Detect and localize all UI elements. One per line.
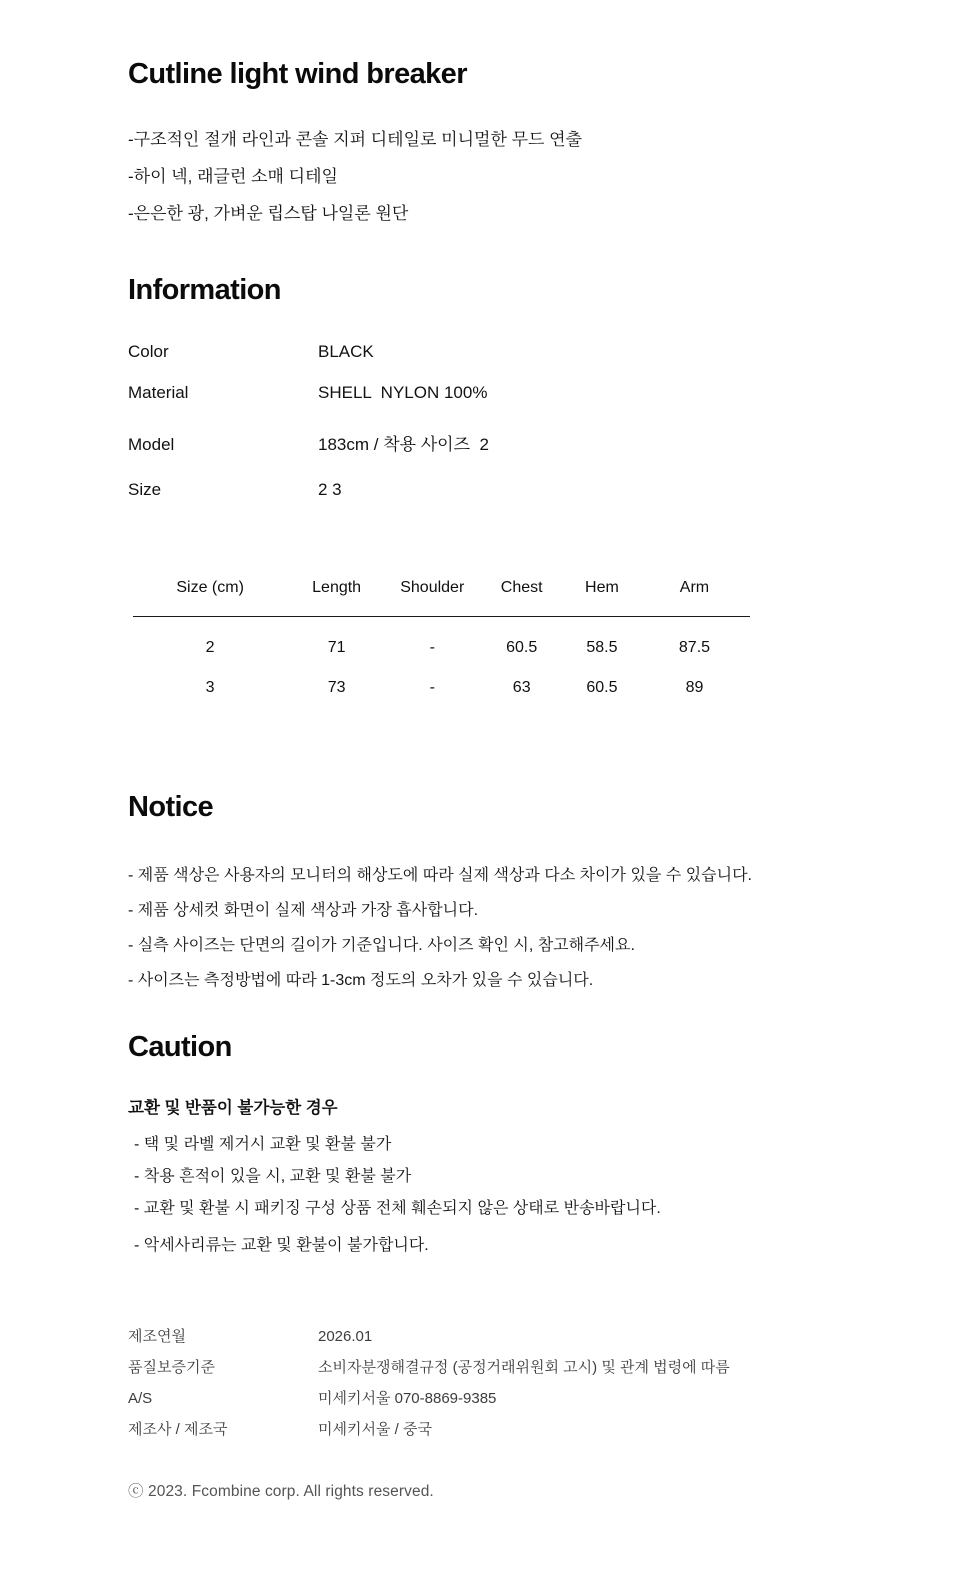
meta-label: 품질보증기준 [128, 1359, 215, 1376]
meta-value: 소비자분쟁해결규정 (공정거래위원회 고시) 및 관계 법령에 따름 [318, 1359, 730, 1376]
caution-item: - 교환 및 환불 시 패키징 구성 상품 전체 훼손되지 않은 상태로 반송바랍니다. [134, 1200, 661, 1217]
size-table-header: Size (cm) [176, 579, 244, 596]
info-label: Material [128, 383, 189, 402]
info-row-color [128, 342, 860, 362]
size-table-header: Hem [585, 579, 619, 596]
shoulder-cell: - [429, 679, 435, 696]
product-feature-list [128, 121, 860, 232]
arm-cell: 87.5 [678, 639, 711, 656]
info-value: BLACK [318, 342, 374, 361]
hem-cell: 58.5 [586, 639, 618, 656]
caution-item: - 택 및 라벨 제거시 교환 및 환불 불가 [134, 1136, 392, 1153]
info-label: Color [128, 342, 169, 361]
info-row-model [128, 435, 860, 455]
information-heading: Information [128, 274, 281, 306]
meta-value: 미세키서울 070-8869-9385 [318, 1390, 497, 1407]
size-cell: 2 [205, 639, 215, 656]
information-rows [128, 342, 860, 500]
page-title: Cutline light wind breaker [128, 58, 467, 90]
hem-cell: 60.5 [586, 679, 618, 696]
size-table-header: Chest [500, 579, 543, 596]
meta-label: 제조사 / 제조국 [128, 1421, 228, 1438]
size-table-header: Arm [679, 579, 710, 596]
size-table [133, 578, 750, 697]
notice-item: - 제품 상세컷 화면이 실제 색상과 가장 흡사합니다. [128, 902, 479, 919]
meta-row-warranty [128, 1360, 860, 1376]
manufacturing-info [128, 1329, 860, 1438]
info-value: 2 3 [318, 480, 342, 499]
size-chart [133, 578, 860, 697]
table-row [133, 617, 750, 658]
caution-list [128, 1129, 860, 1262]
info-value: SHELL NYLON 100% [318, 383, 488, 402]
product-feature: -하이 넥, 래글런 소매 디테일 [128, 167, 338, 186]
length-cell: 73 [327, 679, 346, 696]
notice-item: - 사이즈는 측정방법에 따라 1-3cm 정도의 오차가 있을 수 있습니다. [128, 972, 594, 989]
info-label: Size [128, 480, 162, 499]
notice-list [128, 858, 860, 998]
meta-label: A/S [128, 1390, 153, 1407]
meta-value: 미세키서울 / 중국 [318, 1421, 432, 1438]
meta-row-manufacture-date [128, 1329, 860, 1345]
notice-heading: Notice [128, 791, 214, 823]
size-cell: 3 [205, 679, 215, 696]
chest-cell: 63 [512, 679, 531, 696]
caution-item: - 착용 흔적이 있을 시, 교환 및 환불 불가 [134, 1168, 412, 1185]
size-table-header: Length [312, 579, 362, 596]
info-label: Model [128, 435, 175, 454]
caution-subheading: 교환 및 반품이 불가능한 경우 [128, 1099, 338, 1117]
notice-item: - 실측 사이즈는 단면의 길이가 기준입니다. 사이즈 확인 시, 참고해주세요. [128, 937, 635, 954]
product-feature: -구조적인 절개 라인과 콘솔 지퍼 디테일로 미니멀한 무드 연출 [128, 130, 582, 149]
copyright-notice: ⓒ 2023. Fcombine corp. All rights reserved. [128, 1483, 434, 1500]
info-value: 183cm / 착용 사이즈 2 [318, 435, 489, 454]
caution-item: - 악세사리류는 교환 및 환불이 불가합니다. [134, 1237, 429, 1254]
size-table-header-row [133, 578, 750, 617]
product-feature: -은은한 광, 가벼운 립스탑 나일론 원단 [128, 204, 409, 223]
caution-heading: Caution [128, 1031, 232, 1063]
meta-row-manufacturer [128, 1422, 860, 1438]
info-row-material [128, 383, 860, 403]
meta-row-as [128, 1391, 860, 1407]
info-row-size [128, 480, 860, 500]
arm-cell: 89 [685, 679, 704, 696]
table-row [133, 657, 750, 697]
meta-value: 2026.01 [318, 1328, 373, 1345]
length-cell: 71 [327, 639, 346, 656]
notice-item: - 제품 색상은 사용자의 모니터의 해상도에 따라 실제 색상과 다소 차이가 있을 수 있습니다. [128, 867, 752, 884]
size-table-header: Shoulder [400, 579, 465, 596]
shoulder-cell: - [429, 639, 435, 656]
chest-cell: 60.5 [506, 639, 538, 656]
meta-label: 제조연월 [128, 1328, 186, 1345]
